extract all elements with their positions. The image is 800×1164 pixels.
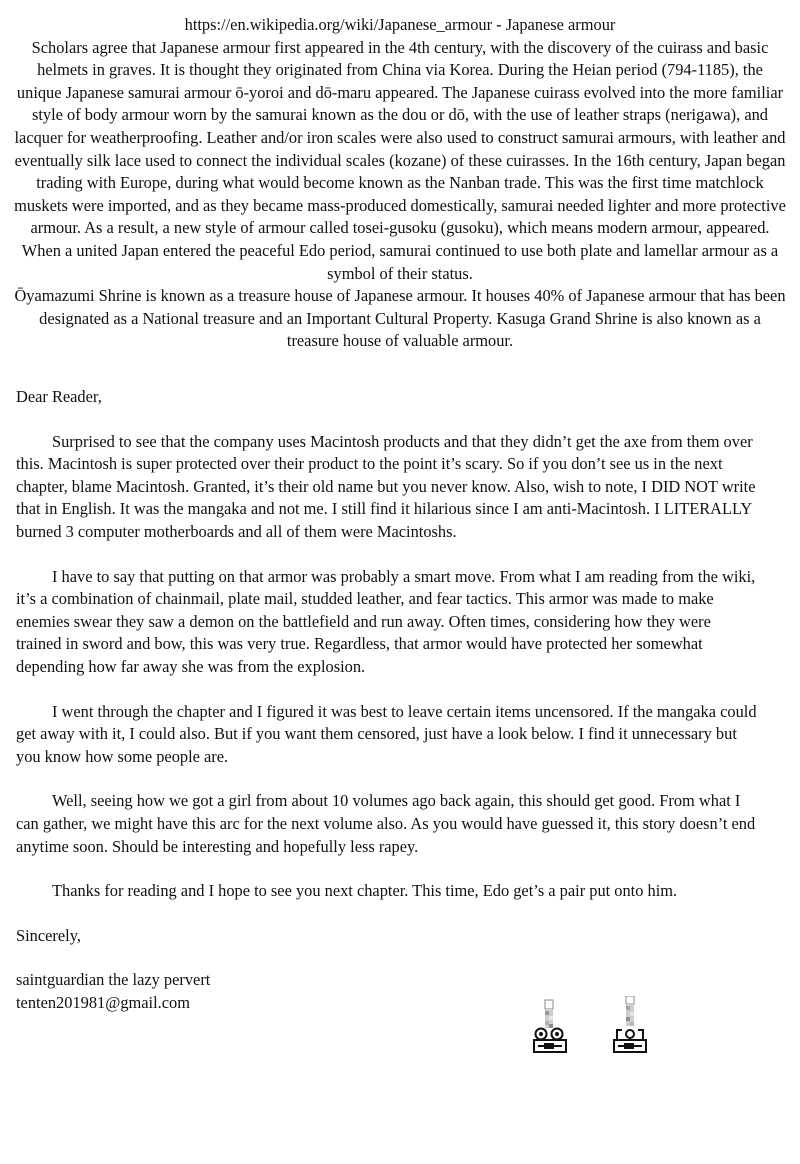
letter-paragraph: I have to say that putting on that armor was probably a smart move. From what I am reading from the wiki, it’s a combination of chainmail, plate mail, studded leather, and fear tactics. This armor was made to make enemies swear they saw a demon on the battlefield and run away. Often times, considering how they were trained in sword and bow, this was very true. Regardless, that armor would have protected her somewhat depending how far away she was from the explosion. — [16, 566, 756, 676]
wiki-paragraph-2: Ōyamazumi Shrine is known as a treasure house of Japanese armour. It houses 40% of Japanese armour that has been designated as a National treasure and an Important Cultural Property. Kasuga Grand Shrine is also known as a treasure house of valuable armour. — [14, 286, 786, 351]
letter-paragraph: Thanks for reading and I hope to see you next chapter. This time, Edo get’s a pair put onto him. — [52, 881, 678, 901]
letter — [16, 386, 758, 1014]
censored-figure-icon — [530, 996, 570, 1060]
letter-paragraph: I went through the chapter and I figured it was best to leave certain items uncensored. If the mangaka could get away with it, I could also. But if you want them censored, just have a look below. I find it unnecessary but you know how some people are. — [16, 701, 757, 766]
censored-figure-icon — [610, 996, 650, 1060]
wiki-source-line: https://en.wikipedia.org/wiki/Japanese_armour - Japanese armour — [184, 15, 616, 34]
signature-name: saintguardian the lazy pervert — [16, 970, 211, 990]
wiki-paragraph-1: Scholars agree that Japanese armour first appeared in the 4th century, with the discovery of the cuirass and basic helmets in graves. It is thought they originated from China via Korea. During the Heian period (794-1185), the unique Japanese samurai armour ō-yoroi and dō-maru appeared. The Japanese cuirass evolved into the more familiar style of body armour worn by the samurai known as the dou or dō, with the use of leather straps (nerigawa), and lacquer for weatherproofing. Leather and/or iron scales were also used to construct samurai armours, with leather and eventually silk lace used to connect the individual scales (kozane) of these cuirasses. In the 16th century, Japan began trading with Europe, during what would become known as the Nanban trade. This was the first time matchlock muskets were imported, and as they became mass-produced domestically, samurai needed lighter and more protective armour. As a result, a new style of armour called tosei-gusoku (gusoku), which means modern armour, appeared. When a united Japan entered the peaceful Edo period, samurai continued to use both plate and lamellar armour as a symbol of their status. — [14, 37, 786, 283]
letter-closing: Sincerely, — [16, 925, 81, 945]
letter-paragraph: Well, seeing how we got a girl from about 10 volumes ago back again, this should get good. From what I can gather, we might have this arc for the next volume also. As you would have guessed it, this story doesn’t end anytime soon. Should be interesting and hopefully less rapey. — [16, 791, 756, 856]
letter-greeting: Dear Reader, — [16, 387, 102, 406]
letter-paragraph: Surprised to see that the company uses Macintosh products and that they didn’t get the axe from them over this. Macintosh is super protected over their product to the point it’s scary. So if you don’t see us in the next chapter, blame Macintosh. Granted, it’s their old name but you never know. Also, wish to note, I DID NOT write that in English. It was the mangaka and not me. I still find it hilarious since I am anti-Macintosh. I LITERALLY burned 3 computer motherboards and all of them were Macintoshs. — [16, 431, 756, 541]
wiki-excerpt — [14, 14, 786, 353]
signature-email: tenten201981@gmail.com — [16, 992, 190, 1012]
